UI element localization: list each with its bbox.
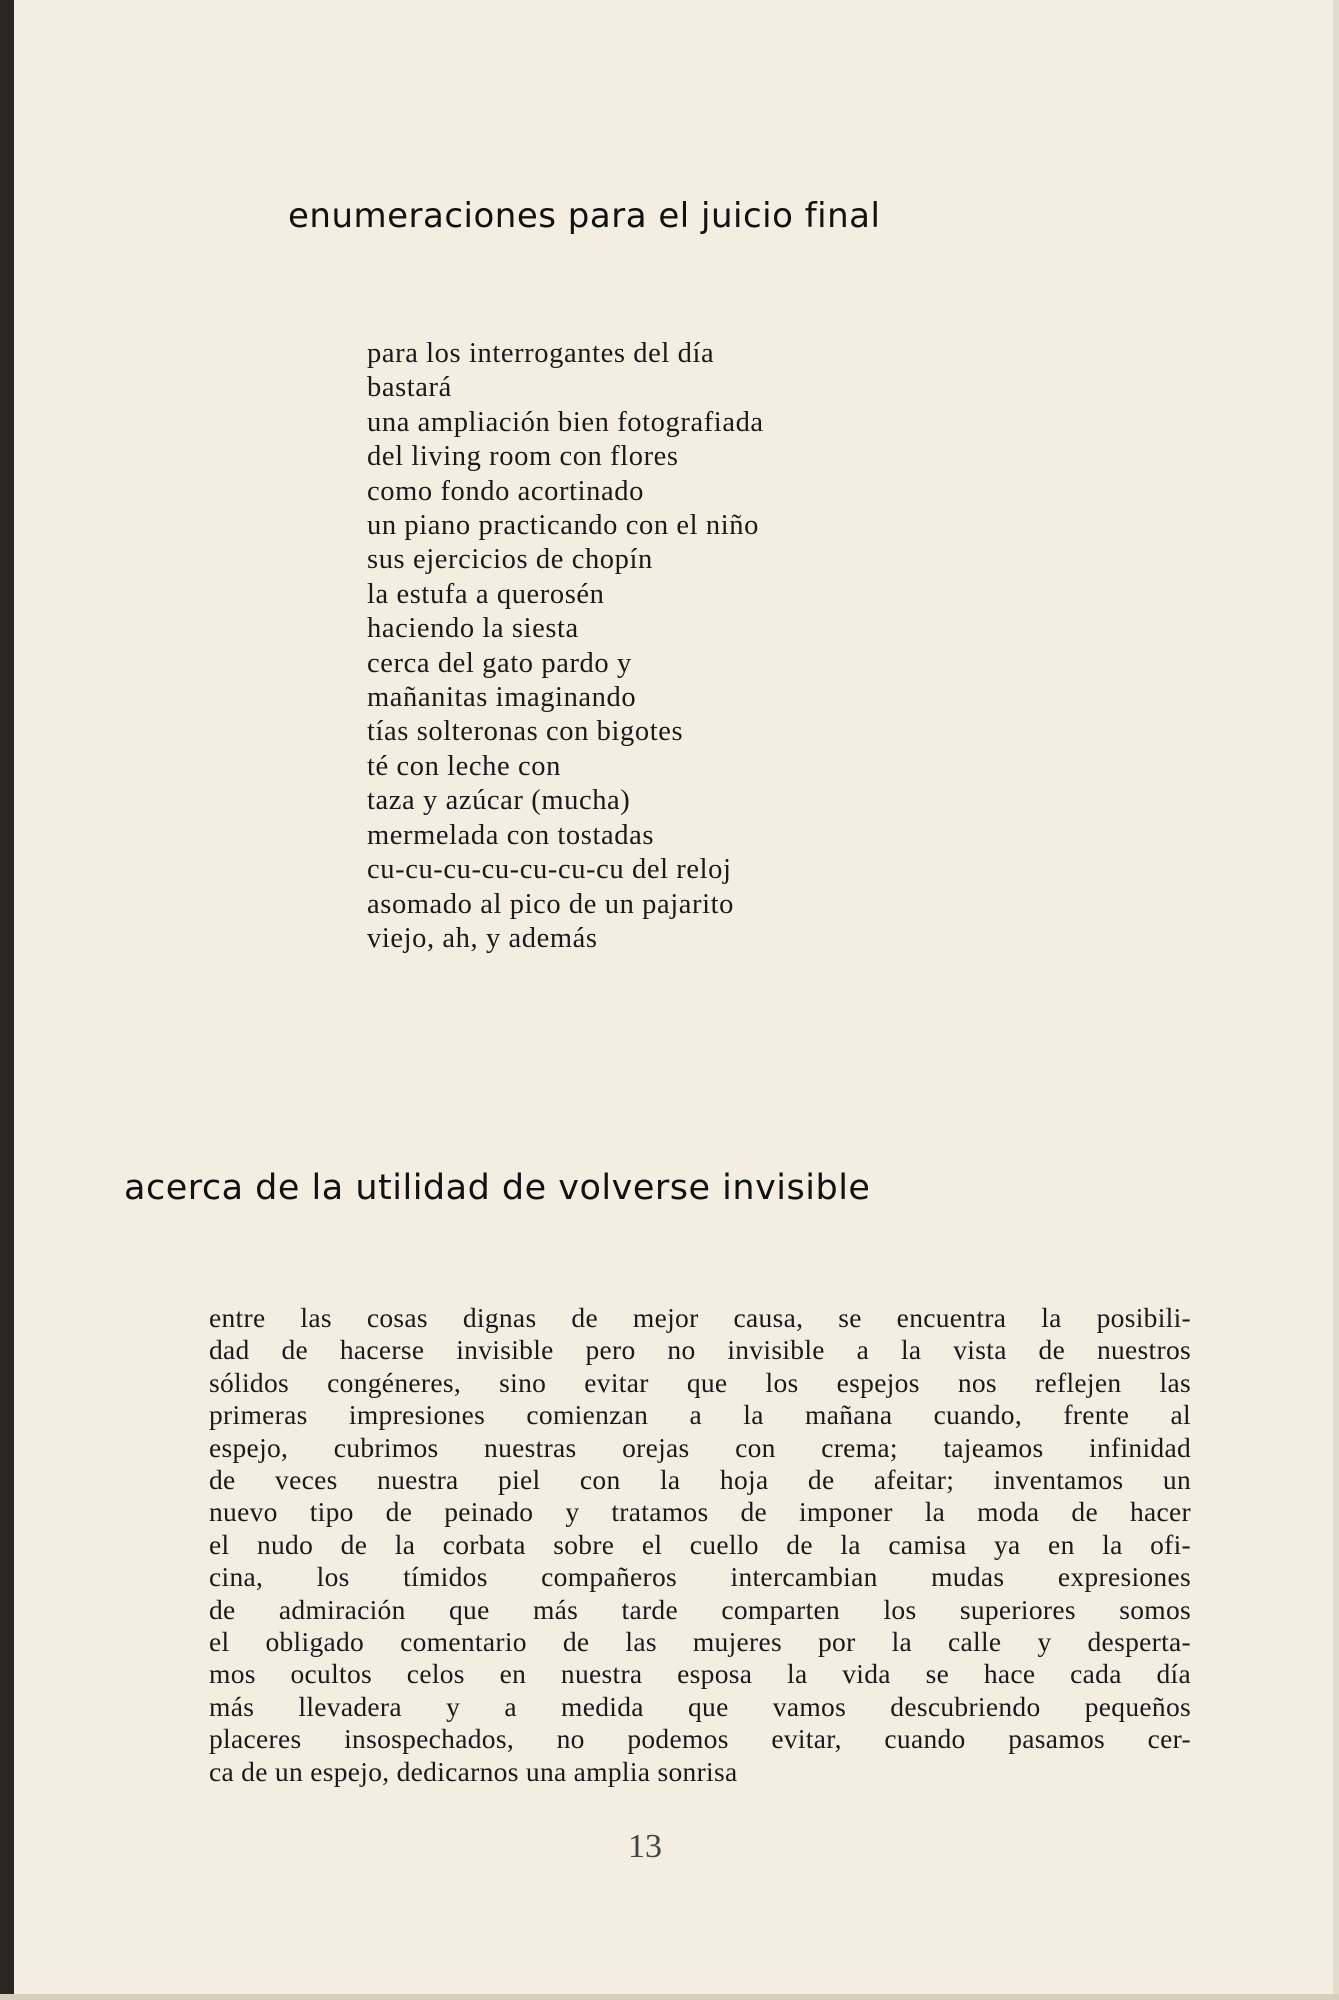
poem-title: enumeraciones para el juicio final [288, 196, 881, 236]
poem-line: una ampliación bien fotografiada [367, 406, 764, 438]
poem-line: como fondo acortinado [367, 475, 644, 507]
prose-line: ca de un espejo, dedicarnos una amplia sonrisa [209, 1755, 738, 1787]
prose-line: de veces nuestra piel con la hoja de afeitar; inventamos un [209, 1464, 1191, 1496]
poem-line: cerca del gato pardo y [367, 647, 632, 679]
poem-body [367, 337, 764, 956]
scan-edge-left [0, 0, 14, 2000]
prose-title: acerca de la utilidad de volverse invisible [124, 1168, 871, 1208]
poem-line: un piano practicando con el niño [367, 510, 759, 542]
poem-line: té con leche con [367, 750, 561, 782]
prose-line: de admiración que más tarde comparten los superiores somos [209, 1593, 1191, 1625]
poem-line: para los interrogantes del día [367, 338, 715, 369]
prose-line: primeras impresiones comienzan a la mañana cuando, frente al [209, 1399, 1191, 1431]
prose-body [209, 1302, 1191, 1788]
poem-line: taza y azúcar (mucha) [367, 785, 631, 817]
prose-line: placeres insospechados, no podemos evitar, cuando pasamos cer- [209, 1723, 1191, 1755]
poem-line: tías solteronas con bigotes [367, 716, 684, 748]
prose-line: cina, los tímidos compañeros intercambian mudas expresiones [209, 1561, 1191, 1593]
prose-line: espejo, cubrimos nuestras orejas con crema; tajeamos infinidad [209, 1431, 1191, 1463]
poem-line: viejo, ah, y además [367, 922, 598, 954]
poem-line: asomado al pico de un pajarito [367, 888, 735, 920]
poem-line: mermelada con tostadas [367, 819, 655, 851]
scan-edge-bottom [0, 1994, 1339, 2000]
prose-line: más llevadera y a medida que vamos descubriendo pequeños [209, 1690, 1191, 1722]
poem-line: cu-cu-cu-cu-cu-cu-cu del reloj [367, 854, 732, 886]
poem-line: haciendo la siesta [367, 613, 579, 645]
poem-line: la estufa a querosén [367, 578, 605, 610]
prose-line: mos ocultos celos en nuestra esposa la vida se hace cada día [209, 1658, 1191, 1690]
poem-line: mañanitas imaginando [367, 682, 637, 714]
prose-line: entre las cosas dignas de mejor causa, se encuentra la posibili- [209, 1302, 1191, 1333]
scan-edge-right [1333, 0, 1339, 2000]
prose-line: el obligado comentario de las mujeres por la calle y desperta- [209, 1626, 1191, 1658]
poem-line: sus ejercicios de chopín [367, 544, 653, 576]
prose-line: nuevo tipo de peinado y tratamos de imponer la moda de hacer [209, 1496, 1191, 1528]
prose-line: dad de hacerse invisible pero no invisible a la vista de nuestros [209, 1334, 1191, 1366]
poem-line: del living room con flores [367, 441, 679, 473]
prose-line: sólidos congéneres, sino evitar que los espejos nos reflejen las [209, 1366, 1191, 1398]
page-number: 13 [628, 1828, 662, 1865]
poem-line: bastará [367, 372, 452, 404]
prose-line: el nudo de la corbata sobre el cuello de la camisa ya en la ofi- [209, 1528, 1191, 1560]
